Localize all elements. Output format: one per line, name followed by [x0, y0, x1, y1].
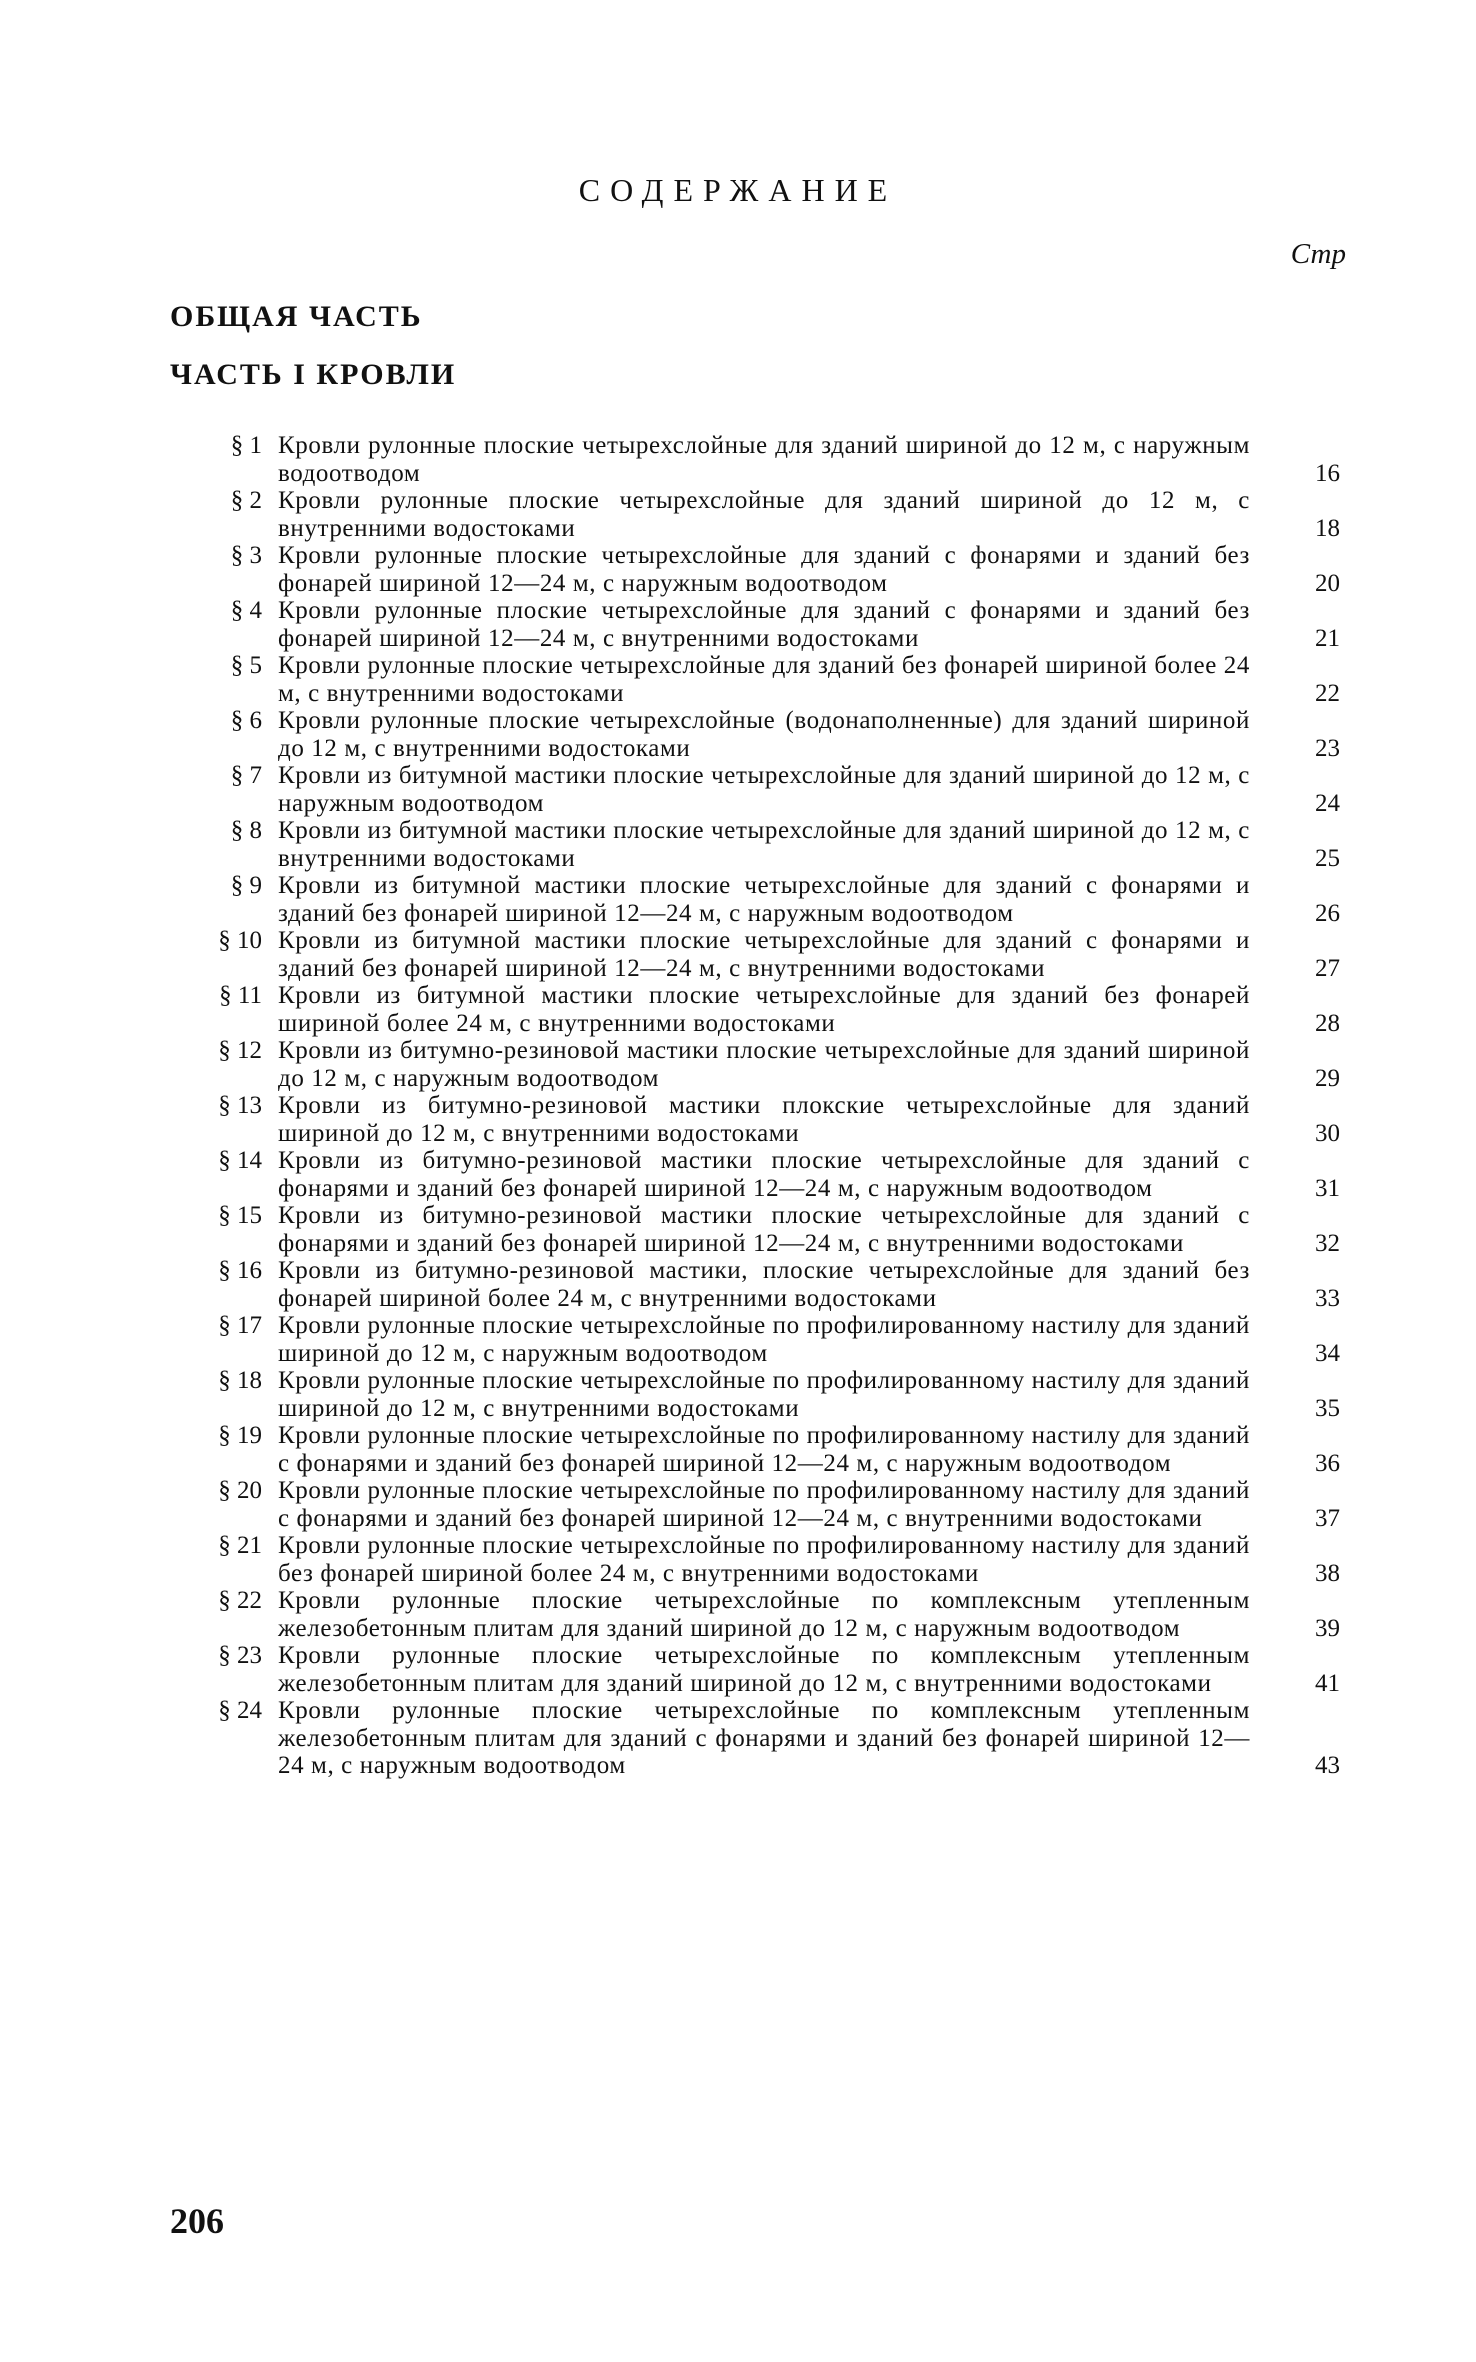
toc-entry-title: Кровли из битумной мастики плоские четырехслойные для зданий без фонарей шириной более 24 м, с внутренними водостоками	[278, 982, 1250, 1037]
toc-entry-title: Кровли рулонные плоские четырехслойные для зданий без фонарей шириной более 24 м, с внутренними водостоками	[278, 652, 1250, 707]
toc-entry-page: 34	[1315, 1339, 1340, 1367]
toc-entry-title: Кровли из битумно-резиновой мастики плоские четырехслойные для зданий с фонарями и зданий без фонарей шириной 12—24 м, с внутренними водостоками	[278, 1202, 1250, 1257]
toc-entry-page: 18	[1315, 514, 1340, 542]
page-number: 206	[170, 2201, 224, 2241]
toc-entry	[180, 927, 1340, 982]
toc-entry	[180, 1587, 1340, 1642]
toc-entry-title: Кровли из битумно-резиновой мастики плоские четырехслойные для зданий с фонарями и зданий без фонарей шириной 12—24 м, с наружным водоотводом	[278, 1147, 1250, 1202]
toc-entry	[180, 1532, 1340, 1587]
toc-entry-number: § 24	[218, 1697, 262, 1724]
toc-entry-number: § 16	[218, 1257, 262, 1284]
toc-entry-number: § 14	[218, 1147, 262, 1174]
toc-entry-page: 27	[1315, 954, 1340, 982]
toc-entry-page: 41	[1315, 1669, 1340, 1697]
toc-entry-number: § 15	[218, 1202, 262, 1229]
toc-entry	[180, 1092, 1340, 1147]
toc-entry-page: 16	[1315, 459, 1340, 487]
toc-entry-number: § 22	[218, 1587, 262, 1614]
toc-entry-number: § 12	[218, 1037, 262, 1064]
toc-entry	[180, 1257, 1340, 1312]
toc-entry-title: Кровли из битумно-резиновой мастики плокские четырехслойные для зданий шириной до 12 м, с внутренними водостоками	[278, 1092, 1250, 1147]
toc-entry-page: 36	[1315, 1449, 1340, 1477]
toc-entry-page: 25	[1315, 844, 1340, 872]
toc-entry-page: 39	[1315, 1614, 1340, 1642]
toc-entry	[180, 872, 1340, 927]
toc-entry-page: 32	[1315, 1229, 1340, 1257]
toc-entry-number: § 1	[230, 432, 262, 459]
toc-entry-page: 21	[1315, 624, 1340, 652]
toc-entry-title: Кровли из битумно-резиновой мастики плоские четырехслойные для зданий шириной до 12 м, с наружным водоотводом	[278, 1037, 1250, 1092]
toc-entry	[180, 597, 1340, 652]
part-heading: ЧАСТЬ I КРОВЛИ	[170, 358, 457, 391]
toc-entry-number: § 17	[218, 1312, 262, 1339]
toc-entry-title: Кровли рулонные плоские четырехслойные по профилированному настилу для зданий с фонарями и зданий без фонарей шириной 12—24 м, с внутренними водостоками	[278, 1477, 1250, 1532]
toc-entry-title: Кровли рулонные плоские четырехслойные по комплексным утепленным железобетонным плитам для зданий шириной до 12 м, с наружным водоотводом	[278, 1587, 1250, 1642]
toc-entry-title: Кровли рулонные плоские четырехслойные для зданий с фонарями и зданий без фонарей шириной 12—24 м, с наружным водоотводом	[278, 542, 1250, 597]
toc-entry-number: § 19	[218, 1422, 262, 1449]
toc-entry-number: § 9	[230, 872, 262, 899]
toc-entry	[180, 652, 1340, 707]
toc-entry-number: § 7	[230, 762, 262, 789]
toc-entry-title: Кровли рулонные плоские четырехслойные для зданий шириной до 12 м, с внутренними водостоками	[278, 487, 1250, 542]
toc-entry-page: 33	[1315, 1284, 1340, 1312]
toc-entry-number: § 6	[230, 707, 262, 734]
toc-entry-page: 29	[1315, 1064, 1340, 1092]
toc-entry	[180, 1477, 1340, 1532]
toc-entry-number: § 10	[218, 927, 262, 954]
toc-entry-number: § 11	[219, 982, 262, 1009]
toc-entry-page: 30	[1315, 1119, 1340, 1147]
toc-entry-title: Кровли рулонные плоские четырехслойные для зданий шириной до 12 м, с наружным водоотводом	[278, 432, 1250, 487]
toc-entry-page: 35	[1315, 1394, 1340, 1422]
toc-entry-title: Кровли из битумной мастики плоские четырехслойные для зданий с фонарями и зданий без фонарей шириной 12—24 м, с наружным водоотводом	[278, 872, 1250, 927]
toc-entry-page: 37	[1315, 1504, 1340, 1532]
toc-entry-page: 20	[1315, 569, 1340, 597]
toc-entry	[180, 432, 1340, 487]
toc-entry	[180, 487, 1340, 542]
toc-entry	[180, 707, 1340, 762]
toc-entry	[180, 1642, 1340, 1697]
table-of-contents	[180, 432, 1340, 1780]
toc-entry-number: § 21	[218, 1532, 262, 1559]
toc-entry-title: Кровли рулонные плоские четырехслойные по профилированному настилу для зданий без фонарей шириной более 24 м, с внутренними водостоками	[278, 1532, 1250, 1587]
toc-entry-page: 28	[1315, 1009, 1340, 1037]
toc-entry-title: Кровли рулонные плоские четырехслойные по профилированному настилу для зданий шириной до 12 м, с внутренними водостоками	[278, 1367, 1250, 1422]
toc-entry	[180, 1147, 1340, 1202]
toc-entry-page: 31	[1315, 1174, 1340, 1202]
toc-entry-number: § 4	[230, 597, 262, 624]
toc-entry-page: 43	[1315, 1752, 1340, 1779]
toc-entry-page: 24	[1315, 789, 1340, 817]
toc-entry-title: Кровли рулонные плоские четырехслойные по комплексным утепленным железобетонным плитам для зданий с фонарями и зданий без фонарей шириной 12—24 м, с наружным водоотводом	[278, 1697, 1250, 1779]
toc-entry-page: 23	[1315, 734, 1340, 762]
toc-entry-page: 38	[1315, 1559, 1340, 1587]
toc-entry-title: Кровли рулонные плоские четырехслойные по профилированному настилу для зданий с фонарями и зданий без фонарей шириной 12—24 м, с наружным водоотводом	[278, 1422, 1250, 1477]
general-part-heading: ОБЩАЯ ЧАСТЬ	[170, 300, 423, 333]
toc-entry	[180, 817, 1340, 872]
toc-entry-title: Кровли из битумной мастики плоские четырехслойные для зданий шириной до 12 м, с наружным водоотводом	[278, 762, 1250, 817]
toc-entry	[180, 762, 1340, 817]
toc-entry-number: § 20	[218, 1477, 262, 1504]
toc-entry-number: § 5	[230, 652, 262, 679]
toc-entry	[180, 1037, 1340, 1092]
toc-entry-title: Кровли из битумной мастики плоские четырехслойные для зданий с фонарями и зданий без фонарей шириной 12—24 м, с внутренними водостоками	[278, 927, 1250, 982]
toc-entry-title: Кровли рулонные плоские четырехслойные (водонаполненные) для зданий шириной до 12 м, с внутренними водостоками	[278, 707, 1250, 762]
toc-entry	[180, 1422, 1340, 1477]
toc-entry-title: Кровли рулонные плоские четырехслойные для зданий с фонарями и зданий без фонарей шириной 12—24 м, с внутренними водостоками	[278, 597, 1250, 652]
toc-entry	[180, 1202, 1340, 1257]
toc-entry-page: 26	[1315, 899, 1340, 927]
toc-entry-number: § 18	[218, 1367, 262, 1394]
toc-entry	[180, 1312, 1340, 1367]
toc-entry	[180, 1697, 1340, 1780]
toc-entry-page: 22	[1315, 679, 1340, 707]
toc-entry-title: Кровли рулонные плоские четырехслойные по комплексным утепленным железобетонным плитам для зданий шириной до 12 м, с внутренними водостоками	[278, 1642, 1250, 1697]
toc-entry-number: § 8	[230, 817, 262, 844]
page-column-label: Стр	[1290, 238, 1346, 270]
toc-entry-title: Кровли из битумно-резиновой мастики, плоские четырехслойные для зданий без фонарей шириной более 24 м, с внутренними водостоками	[278, 1257, 1250, 1312]
page-title: СОДЕРЖАНИЕ	[578, 172, 898, 208]
toc-entry-number: § 13	[218, 1092, 262, 1119]
toc-entry-title: Кровли из битумной мастики плоские четырехслойные для зданий шириной до 12 м, с внутренними водостоками	[278, 817, 1250, 872]
toc-entry	[180, 1367, 1340, 1422]
toc-entry	[180, 542, 1340, 597]
toc-entry	[180, 982, 1340, 1037]
toc-entry-number: § 23	[218, 1642, 262, 1669]
toc-entry-title: Кровли рулонные плоские четырехслойные по профилированному настилу для зданий шириной до 12 м, с наружным водоотводом	[278, 1312, 1250, 1367]
toc-entry-number: § 3	[230, 542, 262, 569]
toc-entry-number: § 2	[230, 487, 262, 514]
